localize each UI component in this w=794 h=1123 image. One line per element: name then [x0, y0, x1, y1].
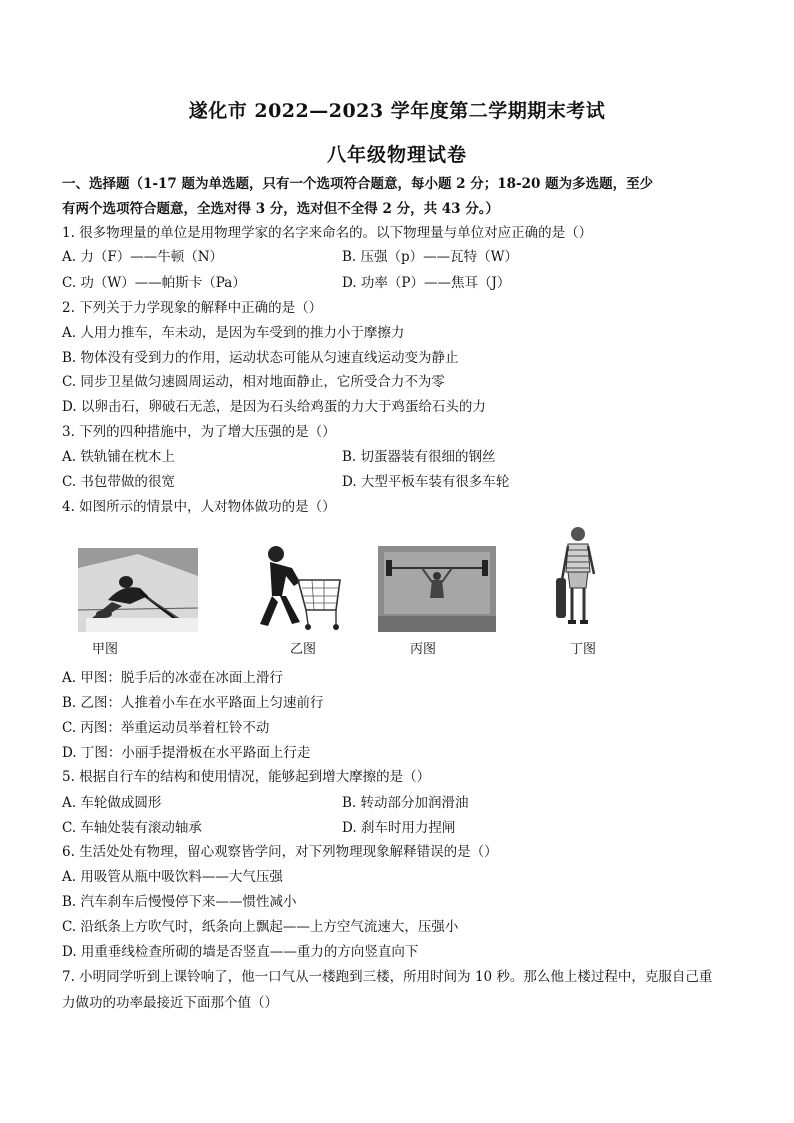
q6-stem: 6. 生活处处有物理，留心观察皆学问，对下列物理现象解释错误的是（）	[62, 844, 498, 860]
q1-option-c: C. 功（W）——帕斯卡（Pa）	[62, 275, 246, 291]
q5-option-c: C. 车轴处装有滚动轴承	[62, 820, 202, 836]
q6-option-d: D. 用重垂线检查所砌的墙是否竖直——重力的方向竖直向下	[62, 944, 419, 960]
q2-stem: 2. 下列关于力学现象的解释中正确的是（）	[62, 300, 323, 316]
q1-option-d: D. 功率（P）——焦耳（J）	[342, 275, 511, 291]
q5-stem: 5. 根据自行车的结构和使用情况，能够起到增大摩擦的是（）	[62, 769, 431, 785]
q5-option-a: A. 车轮做成圆形	[62, 795, 162, 811]
q4-stem: 4. 如图所示的情景中，人对物体做功的是（）	[62, 499, 336, 515]
q1-option-b: B. 压强（p）——瓦特（W）	[342, 249, 519, 265]
q5-option-d: D. 刹车时用力捏闸	[342, 820, 456, 836]
figure-caption-jia: 甲图	[92, 642, 119, 657]
q2-option-c: C. 同步卫星做匀速圆周运动，相对地面静止，它所受合力不为零	[62, 374, 445, 390]
figure-caption-ding: 丁图	[570, 642, 597, 657]
figure-ding-skateboard	[556, 524, 606, 628]
q6-option-c: C. 沿纸条上方吹气时，纸条向上飘起——上方空气流速大，压强小	[62, 919, 459, 935]
q7-stem-line1: 7. 小明同学听到上课铃响了，他一口气从一楼跑到三楼，所用时间为 10 秒。那么他上楼过程中，克服自己重	[62, 969, 713, 985]
q6-option-b: B. 汽车刹车后慢慢停下来——惯性减小	[62, 894, 297, 910]
q6-option-a: A. 用吸管从瓶中吸饮料——大气压强	[62, 869, 283, 885]
exam-subtitle: 八年级物理试卷	[326, 144, 467, 166]
q4-option-d: D. 丁图：小丽手提滑板在水平路面上行走	[62, 745, 311, 761]
figure-caption-bing: 丙图	[410, 642, 437, 657]
section-heading-line1: 一、选择题（1-17 题为单选题，只有一个选项符合题意，每小题 2 分；18-20 题为多选题，至少	[62, 176, 654, 192]
q5-option-b: B. 转动部分加润滑油	[342, 795, 469, 811]
q2-option-b: B. 物体没有受到力的作用，运动状态可能从匀速直线运动变为静止	[62, 350, 459, 366]
figure-bing-weightlifting	[378, 546, 496, 632]
q1-stem: 1. 很多物理量的单位是用物理学家的名字来命名的。以下物理量与单位对应正确的是（）	[62, 225, 593, 241]
q3-option-d: D. 大型平板车装有很多车轮	[342, 474, 510, 490]
q3-stem: 3. 下列的四种措施中，为了增大压强的是（）	[62, 424, 336, 440]
section-heading	[62, 172, 742, 222]
q4-option-b: B. 乙图：人推着小车在水平路面上匀速前行	[62, 695, 324, 711]
q4-option-a: A. 甲图：脱手后的冰壶在冰面上滑行	[62, 670, 283, 686]
figure-caption-yi: 乙图	[290, 642, 317, 657]
section-heading-line2: 有两个选项符合题意，全选对得 3 分，选对但不全得 2 分，共 43 分。）	[62, 201, 500, 217]
q2-option-a: A. 人用力推车，车未动，是因为车受到的推力小于摩擦力	[62, 325, 405, 341]
figure-jia-curling	[78, 548, 198, 632]
exam-title: 遂化市 2022—2023 学年度第二学期期末考试	[188, 100, 606, 122]
q1-option-a: A. 力（F）——牛顿（N）	[62, 249, 224, 265]
q4-option-c: C. 丙图：举重运动员举着杠铃不动	[62, 720, 270, 736]
q3-option-c: C. 书包带做的很宽	[62, 474, 175, 490]
q3-option-a: A. 铁轨铺在枕木上	[62, 449, 175, 465]
q7-stem-line2: 力做功的功率最接近下面那个值（）	[62, 995, 278, 1011]
q3-option-b: B. 切蛋器装有很细的钢丝	[342, 449, 496, 465]
q2-option-d: D. 以卵击石，卵破石无恙，是因为石头给鸡蛋的力大于鸡蛋给石头的力	[62, 399, 486, 415]
figure-yi-cart	[242, 540, 352, 634]
